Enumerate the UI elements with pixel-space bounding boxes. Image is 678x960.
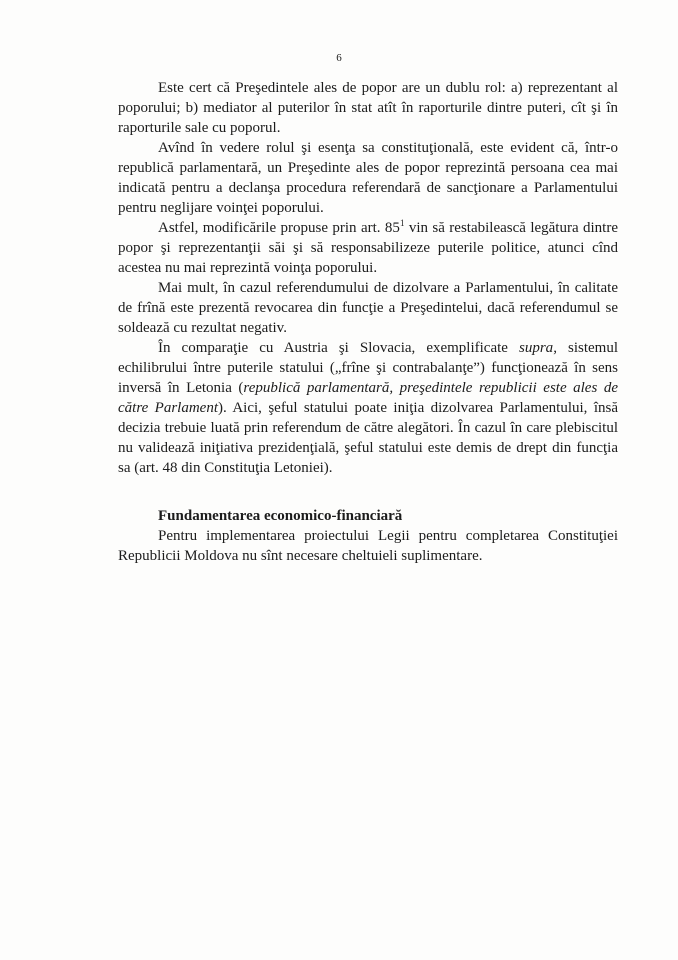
document-body (118, 78, 618, 566)
paragraph-text: , sistemul echilibrului între puterile statului („frîne şi contrabalanţe”) funcţionează în sens inversă în Letonia ( (118, 340, 618, 396)
italic-parenthetical: republică parlamentară, preşedintele republicii este ales de către Parlament (118, 380, 619, 416)
article-superscript: 1 (399, 218, 405, 228)
paragraph-article-85-amendments (118, 218, 618, 278)
section-heading: Fundamentarea economico-financiară (158, 508, 403, 524)
italic-term-supra: supra (519, 340, 554, 356)
paragraph-dissolution-referendum: Mai mult, în cazul referendumului de dizolvare a Parlamentului, în calitate de frînă este prezentă revocarea din funcţie a Preşedintelui, dacă referendumul se soldează cu rezultat negativ. (118, 280, 618, 336)
paragraph-president-role-referendum: Avînd în vedere rolul şi esenţa sa constituţională, este evident că, într-o republică parlamentară, un Preşedinte ales de popor reprezintă persoana cea mai indicată pentru a declanşa procedura referendară de sancţionare a Parlamentului pentru neglijare voinţei poporului. (118, 140, 618, 216)
paragraph-text: ). Aici, şeful statului poate iniţia dizolvarea Parlamentului, însă decizia trebuie luată prin referendum de către alegători. În cazul în care plebiscitul nu validează iniţiativa prezidenţială, şeful statului este demis de drept din funcţia sa (art. 48 din Constituţia Letoniei). (118, 400, 618, 476)
section-spacer (118, 478, 618, 506)
paragraph-president-dual-role: Este cert că Preşedintele ales de popor are un dublu rol: a) reprezentant al poporului; b) mediator al puterilor în stat atît în raporturile dintre puteri, cît şi în raporturile sale cu poporul. (118, 80, 618, 136)
page-number: 6 (336, 52, 342, 64)
paragraph-text: Astfel, modificările propuse prin art. 85 (158, 220, 400, 236)
paragraph-comparison-latvia (118, 338, 618, 478)
paragraph-text: În comparaţie cu Austria şi Slovacia, exemplificate (158, 340, 519, 356)
paragraph-financial-justification: Pentru implementarea proiectului Legii pentru completarea Constituţiei Republicii Moldova nu sînt necesare cheltuieli suplimentare. (118, 528, 618, 564)
paragraph-text: vin să restabilească legătura dintre popor şi reprezentanţii săi şi să responsabilizeze puterile politice, atunci cînd acestea nu mai reprezintă voinţa poporului. (118, 220, 619, 276)
